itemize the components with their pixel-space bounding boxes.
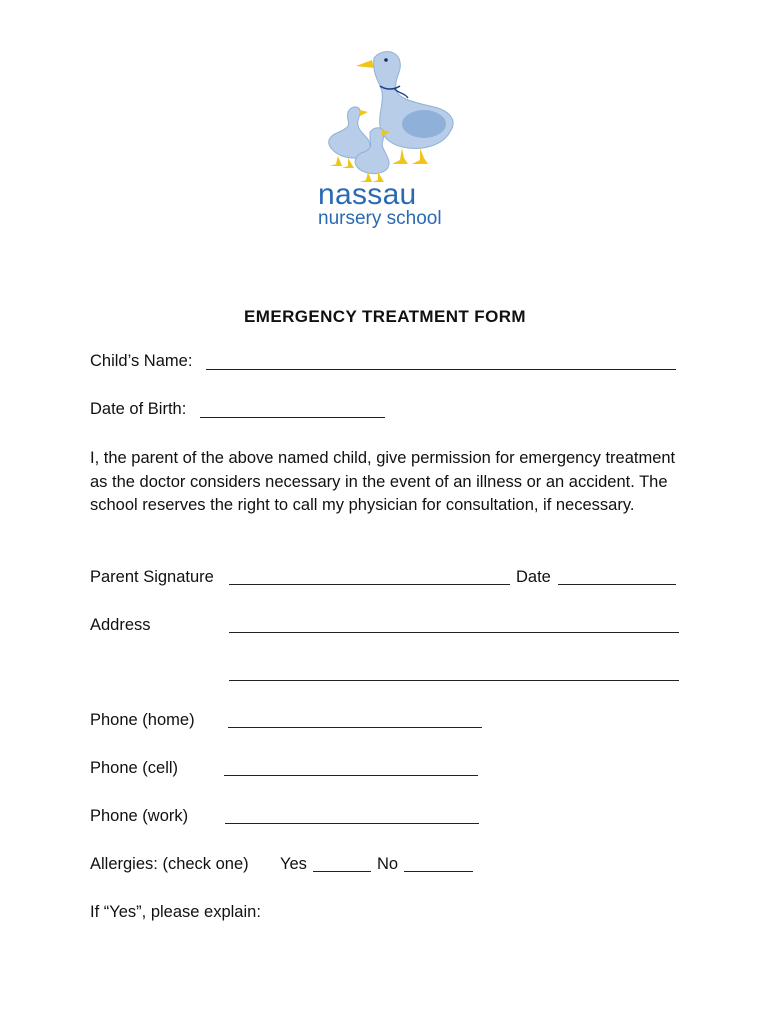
date-field[interactable] [558,584,676,585]
allergies-yes-label: Yes [280,855,307,873]
address-field-line1[interactable] [229,632,679,633]
phone-home-label: Phone (home) [90,711,195,729]
allergies-yes-field[interactable] [313,871,371,872]
form-title: EMERGENCY TREATMENT FORM [244,307,526,326]
parent-signature-label: Parent Signature [90,568,214,586]
allergies-explain-label: If “Yes”, please explain: [90,903,261,921]
phone-cell-label: Phone (cell) [90,759,179,777]
allergies-no-field[interactable] [404,871,473,872]
address-label: Address [90,616,151,634]
address-field-line2[interactable] [229,680,679,681]
phone-home-field[interactable] [228,727,482,728]
phone-work-field[interactable] [225,823,479,824]
phone-work-label: Phone (work) [90,807,189,825]
date-label: Date [516,568,551,586]
brand-subtitle: nursery school [318,208,442,229]
allergies-no-label: No [377,855,399,873]
child-name-field[interactable] [206,369,676,370]
child-name-label: Child’s Name: [90,352,193,370]
allergies-label: Allergies: (check one) [90,855,249,873]
brand-name: nassau [318,178,417,211]
goose-family-logo-icon [312,46,462,186]
permission-text: I, the parent of the above named child, give permission for emergency treatment as the doctor considers necessary in the event of an illness or an accident. The school reserves the right to call my physician for consultation, if necessary. [90,449,676,514]
parent-signature-field[interactable] [229,584,510,585]
phone-cell-field[interactable] [224,775,478,776]
dob-label: Date of Birth: [90,400,187,418]
dob-field[interactable] [200,417,385,418]
